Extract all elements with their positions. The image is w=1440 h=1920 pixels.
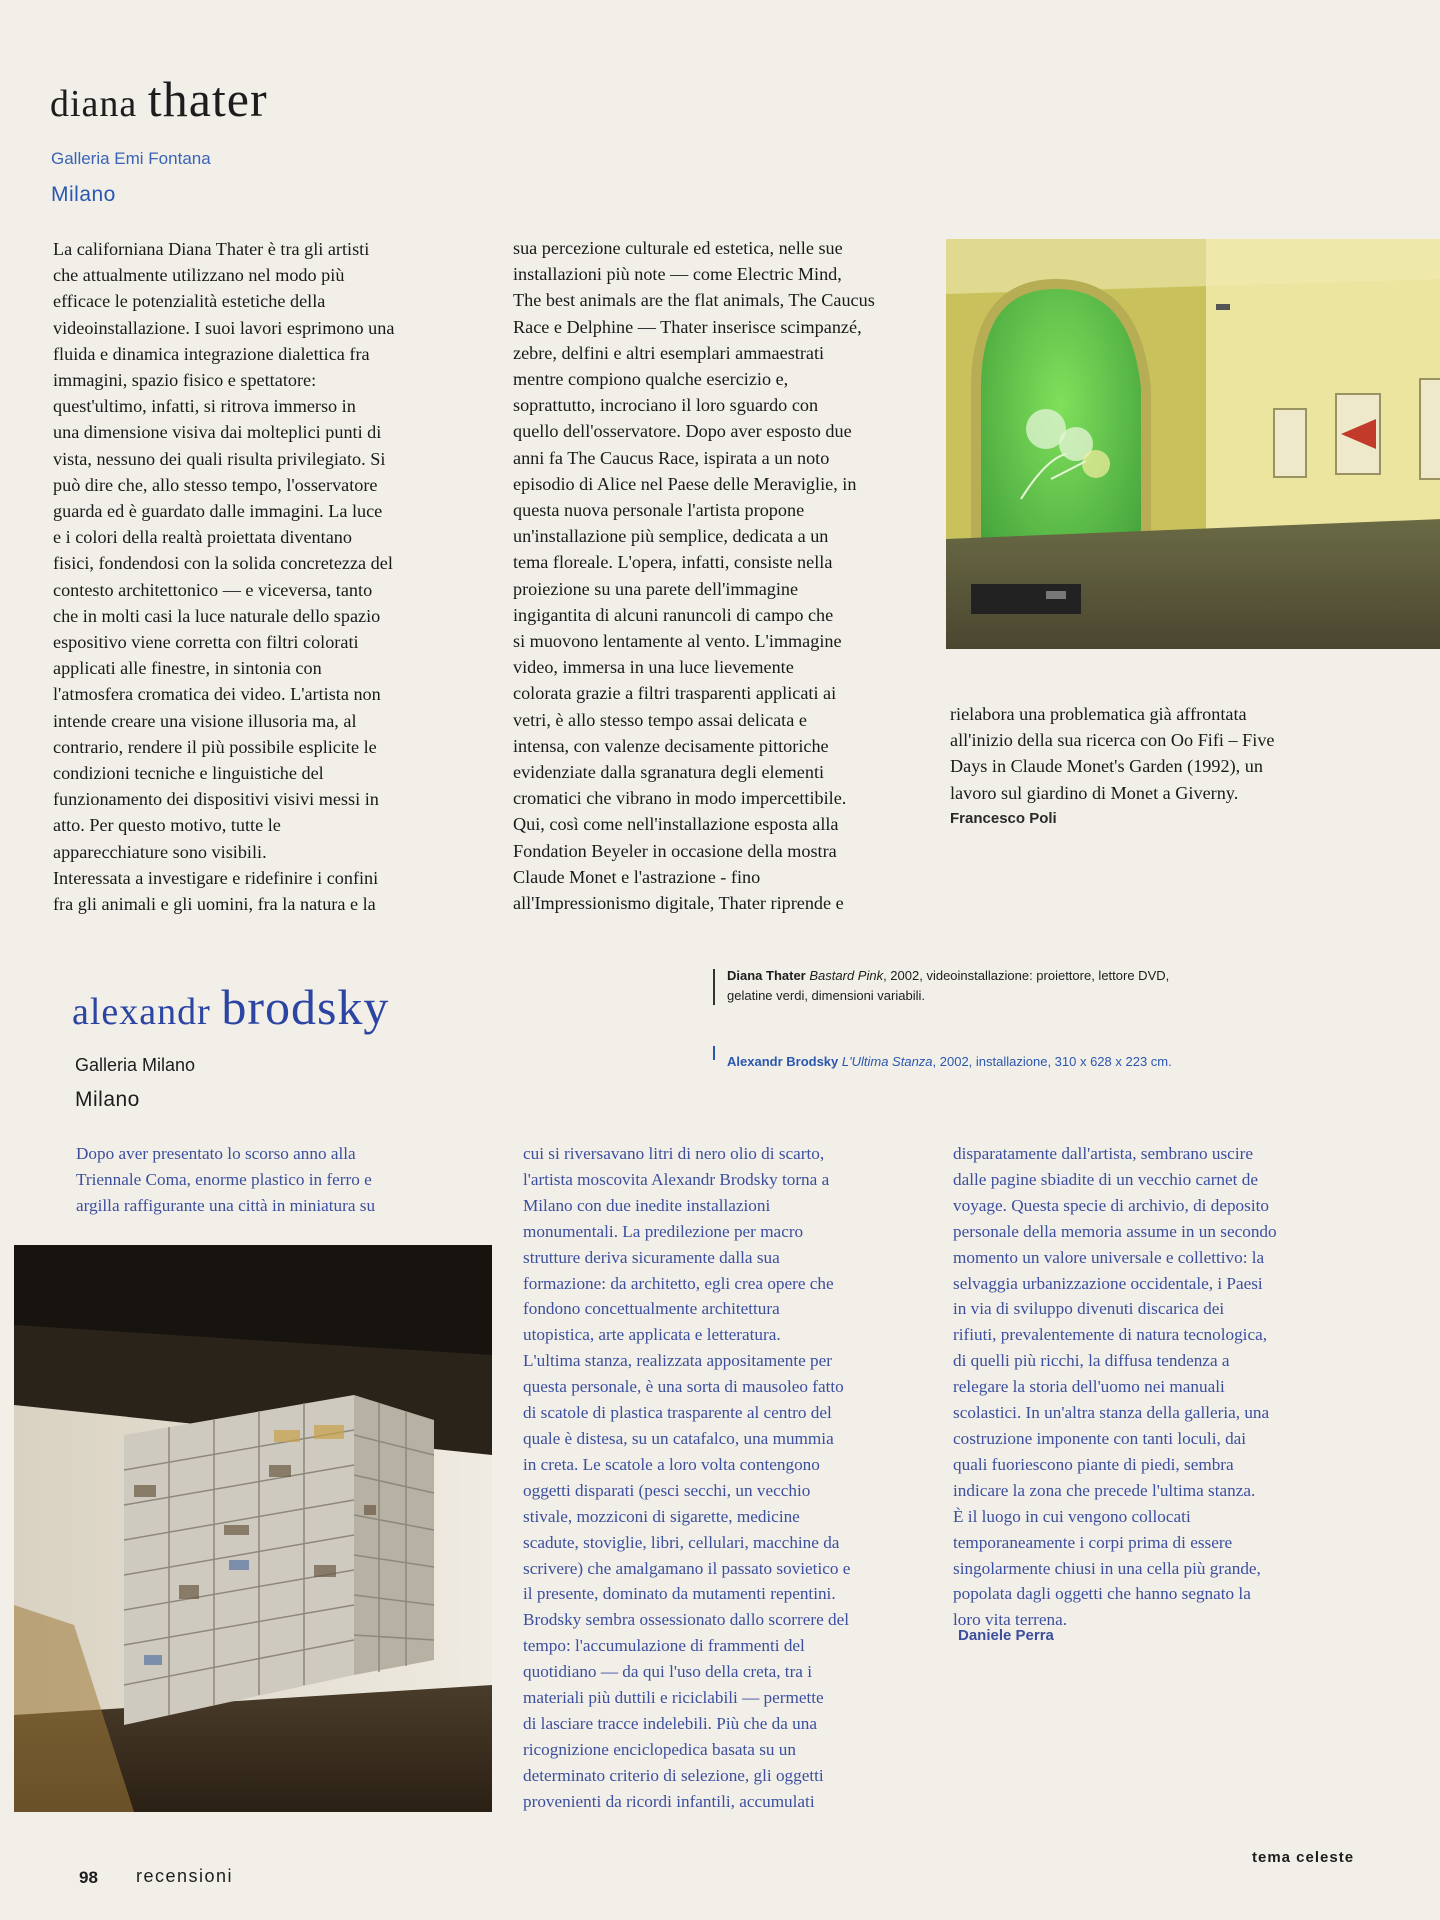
text-line: ricognizione enciclopedica basata su un (523, 1739, 796, 1759)
text-line: L'ultima stanza, realizzata appositamente per (523, 1351, 832, 1371)
text-line: apparecchiature sono visibili. (53, 841, 267, 862)
text-line: funzionamento dei dispositivi visivi messi in (53, 789, 379, 810)
text-line: quest'ultimo, infatti, si ritrova immerso in (53, 396, 356, 417)
text-line: colorata grazie a filtri trasparenti applicati ai (513, 683, 837, 704)
caption2-bar (713, 1046, 715, 1060)
text-line: provenienti da ricordi infantili, accumulati (523, 1791, 815, 1811)
section-name: recensioni (136, 1866, 234, 1886)
text-line: fluida e dinamica integrazione dialettica fra (53, 343, 370, 364)
caption2-artist: Alexandr Brodsky (727, 1054, 839, 1069)
text-line: costruzione imponente con tanti loculi, dai (953, 1428, 1247, 1448)
text-line: di lasciare tracce indelebili. Più che da una (523, 1713, 817, 1733)
text-line: quale è distesa, su un catafalco, una mummia (523, 1428, 834, 1448)
text-line: relegare la storia dell'uomo nei manuali (953, 1377, 1225, 1397)
article2-column-3 (953, 1141, 1373, 1633)
text-line: di quelli più ricchi, la diffusa tendenza a (953, 1351, 1230, 1371)
text-line: l'atmosfera cromatica dei video. L'artista non (53, 684, 381, 705)
text-line: scolastici. In un'altra stanza della galleria, una (953, 1403, 1270, 1423)
article2-last-name: brodsky (221, 979, 390, 1035)
article2-column-1 (76, 1141, 496, 1219)
text-line: singolarmente chiusi in una cella più grande, (953, 1558, 1261, 1578)
text-line: che in molti casi la luce naturale dello spazio (53, 605, 381, 626)
text-line: di scatole di plastica trasparente al centro del (523, 1403, 832, 1423)
text-line: sua percezione culturale ed estetica, nelle sue (513, 238, 843, 258)
text-line: strutture deriva sicuramente dalla sua (523, 1247, 780, 1267)
text-line: proiezione su una parete dell'immagine (513, 578, 799, 599)
text-line: intensa, con valenze decisamente pittoriche (513, 735, 829, 756)
article1-column-2 (513, 235, 923, 916)
text-line: vista, nessuno dei quali risulta privilegiato. Si (53, 448, 386, 469)
article2-gallery: Galleria Milano (75, 1055, 196, 1075)
article2-title (72, 978, 389, 1036)
text-line: Milano con due inedite installazioni (523, 1195, 771, 1215)
caption2-title: L'Ultima Stanza (841, 1054, 933, 1069)
article2-column-2 (523, 1141, 943, 1815)
text-line: Triennale Coma, enorme plastico in ferro e (76, 1169, 372, 1189)
text-line: determinato criterio di selezione, gli oggetti (523, 1765, 824, 1785)
text-line: un'installazione più semplice, dedicata a un (513, 526, 829, 547)
text-line: all'Impressionismo digitale, Thater riprende e (513, 893, 844, 914)
text-line: può dire che, allo stesso tempo, l'osservatore (53, 474, 378, 495)
diana-thater-caption (727, 966, 1287, 1006)
text-line: fra gli animali e gli uomini, fra la natura e la (53, 894, 376, 915)
text-line: soprattutto, incrociano il loro sguardo con (513, 395, 819, 416)
article2-author: Daniele Perra (958, 1627, 1054, 1644)
text-line: e i colori della realtà proiettata diventano (53, 527, 352, 548)
text-line: vetri, è allo stesso tempo assai delicata e (513, 709, 807, 730)
text-line: in creta. Le scatole a loro volta contengono (523, 1454, 820, 1474)
text-line: fondono concettualmente architettura (523, 1299, 780, 1319)
text-line: fisici, fondendosi con la solida concretezza del (53, 553, 393, 574)
text-line: utopistica, arte applicata e letteratura. (523, 1325, 781, 1345)
text-line: quello dell'osservatore. Dopo aver esposto due (513, 421, 852, 442)
text-line: popolata dagli oggetti che hanno segnato la (953, 1584, 1251, 1604)
text-line: videoinstallazione. I suoi lavori esprimono una (53, 317, 395, 338)
text-line: quotidiano — da qui l'uso della creta, tra i (523, 1662, 812, 1682)
text-line: tempo: l'accumulazione di frammenti del (523, 1636, 805, 1656)
text-line: atto. Per questo motivo, tutte le (53, 815, 281, 836)
text-line: voyage. Questa specie di archivio, di deposito (953, 1195, 1269, 1215)
gallery-room-image (946, 239, 1440, 649)
article1-first-name: diana (50, 83, 138, 125)
text-line: The best animals are the flat animals, The Caucus (513, 290, 875, 311)
text-line: ingigantita di alcuni ranuncoli di campo che (513, 604, 834, 625)
diana-thater-photo (946, 239, 1440, 649)
text-line: intende creare una visione illusoria ma, al (53, 710, 357, 731)
text-line: loro vita terrena. (953, 1610, 1068, 1630)
text-line: scadute, stoviglie, libri, cellulari, macchine da (523, 1532, 840, 1552)
text-line: personale della memoria assume in un secondo (953, 1221, 1277, 1241)
text-line: mentre compiono qualche esercizio e, (513, 369, 789, 390)
text-line: condizioni tecniche e linguistiche del (53, 763, 324, 784)
text-line: rielabora una problematica già affrontata (950, 704, 1247, 724)
text-line: Fondation Beyeler in occasione della mostra (513, 840, 837, 861)
text-line: Interessata a investigare e ridefinire i confini (53, 867, 379, 888)
text-line: zebre, delfini e altri esemplari ammaestrati (513, 342, 825, 363)
article2-city: Milano (75, 1088, 140, 1111)
text-line: momento un valore universale e collettivo: la (953, 1247, 1265, 1267)
text-line: indicare la zona che precede l'ultima stanza. (953, 1480, 1256, 1500)
text-line: cui si riversavano litri di nero olio di scarto, (523, 1144, 825, 1163)
text-line: video, immersa in una luce lievemente (513, 657, 794, 678)
article1-last-name: thater (147, 71, 268, 127)
article2-first-name: alexandr (72, 991, 211, 1033)
text-line: tema floreale. L'opera, infatti, consiste nella (513, 552, 833, 573)
text-line: Days in Claude Monet's Garden (1992), un (950, 756, 1263, 777)
article1-column-1 (53, 236, 473, 917)
caption1-title: Bastard Pink (809, 968, 884, 983)
article1-column-3 (950, 701, 1370, 806)
text-line: formazione: da architetto, egli crea opere che (523, 1273, 834, 1293)
text-line: guarda ed è guardato dalle immagini. La luce (53, 501, 383, 522)
page-number: 98 (79, 1868, 98, 1887)
text-line: temporaneamente i corpi prima di essere (953, 1532, 1233, 1552)
text-line: contrario, rendere il più possibile esplicite le (53, 736, 377, 757)
caption1-artist: Diana Thater (727, 968, 806, 983)
text-line: il presente, dominato da mutamenti repentini. (523, 1584, 836, 1604)
text-line: evidenziate dalla sgranatura degli elementi (513, 762, 825, 783)
text-line: una dimensione visiva dai molteplici punti di (53, 422, 382, 443)
text-line: lavoro sul giardino di Monet a Giverny. (950, 782, 1239, 803)
text-line: Claude Monet e l'astrazione - fino (513, 866, 761, 887)
text-line: argilla raffigurante una città in miniatura su (76, 1195, 376, 1215)
text-line: contesto architettonico — e viceversa, tanto (53, 579, 373, 600)
text-line: all'inizio della sua ricerca con Oo Fifi – Five (950, 730, 1275, 751)
text-line: in via di sviluppo divenuti discarica dei (953, 1299, 1225, 1319)
text-line: Dopo aver presentato lo scorso anno alla (76, 1144, 356, 1163)
text-line: scrivere) che amalgamano il passato sovietico e (523, 1558, 851, 1578)
alexandr-brodsky-photo (14, 1245, 492, 1812)
text-line: Race e Delphine — Thater inserisce scimpanzé, (513, 316, 862, 337)
text-line: episodio di Alice nel Paese delle Meraviglie, in (513, 473, 857, 494)
caption1-details-line2: gelatine verdi, dimensioni variabili. (727, 988, 925, 1003)
text-line: selvaggia urbanizzazione occidentale, i Paesi (953, 1273, 1263, 1293)
text-line: questa personale, è una sorta di mausoleo fatto (523, 1377, 844, 1397)
text-line: Qui, così come nell'installazione esposta alla (513, 814, 839, 835)
text-line: materiali più duttili e riciclabili — permette (523, 1688, 824, 1708)
article1-title (50, 70, 268, 128)
text-line: quali fuoriescono piante di piedi, sembra (953, 1454, 1234, 1474)
text-line: dalle pagine sbiadite di un vecchio carnet de (953, 1169, 1258, 1189)
text-line: rifiuti, prevalentemente di natura tecnologica, (953, 1325, 1268, 1345)
text-line: si muovono lentamente al vento. L'immagine (513, 631, 842, 652)
article1-gallery: Galleria Emi Fontana (51, 149, 211, 168)
text-line: espositivo viene corretta con filtri colorati (53, 632, 359, 653)
caption1-bar (713, 969, 715, 1005)
magazine-name: tema celeste (1252, 1849, 1355, 1866)
text-line: monumentali. La predilezione per macro (523, 1221, 804, 1241)
caption2-details: , 2002, installazione, 310 x 628 x 223 cm. (932, 1054, 1172, 1069)
article1-author: Francesco Poli (950, 810, 1057, 827)
text-line: applicati alle finestre, in sintonia con (53, 658, 322, 679)
article1-city: Milano (51, 183, 116, 206)
text-line: questa nuova personale l'artista propone (513, 500, 805, 521)
text-line: stivale, mozziconi di sigarette, medicine (523, 1506, 800, 1526)
text-line: oggetti disparati (pesci secchi, un vecchio (523, 1480, 811, 1500)
text-line: disparatamente dall'artista, sembrano uscire (953, 1144, 1253, 1163)
text-line: È il luogo in cui vengono collocati (953, 1506, 1191, 1526)
text-line: La californiana Diana Thater è tra gli artisti (53, 239, 370, 259)
text-line: Brodsky sembra ossessionato dallo scorrere del (523, 1610, 850, 1630)
text-line: che attualmente utilizzano nel modo più (53, 265, 345, 286)
text-line: immagini, spazio fisico e spettatore: (53, 370, 317, 391)
text-line: l'artista moscovita Alexandr Brodsky torna a (523, 1169, 830, 1189)
text-line: cromatici che vibrano in modo impercettibile. (513, 788, 847, 809)
text-line: installazioni più note — come Electric Mind, (513, 264, 842, 285)
text-line: anni fa The Caucus Race, ispirata a un noto (513, 447, 830, 468)
text-line: efficace le potenzialità estetiche della (53, 291, 326, 312)
brodsky-caption (727, 1052, 1287, 1072)
caption1-details: , 2002, videoinstallazione: proiettore, lettore DVD, (883, 968, 1170, 983)
box-installation-image (14, 1245, 492, 1812)
